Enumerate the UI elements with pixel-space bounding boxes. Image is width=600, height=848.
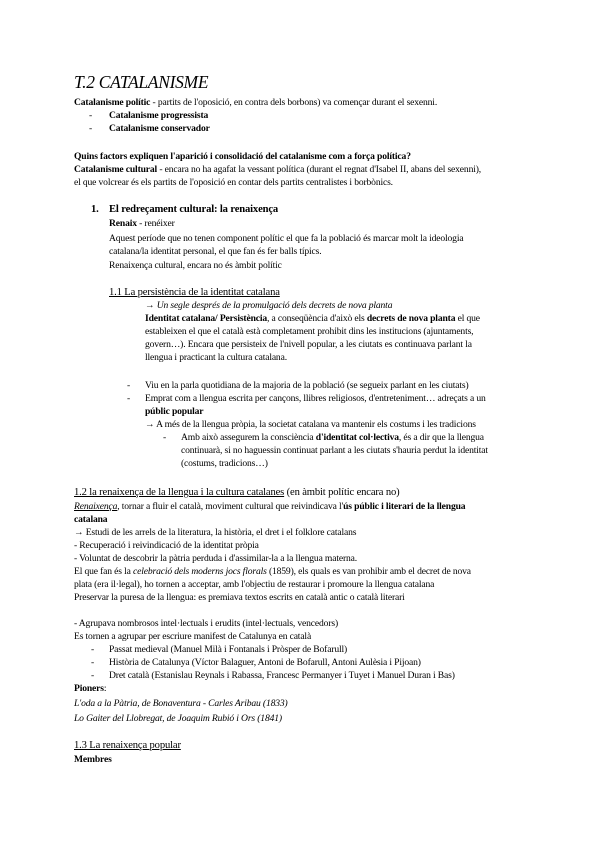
bullet-item: Dret català (Estanislau Reynals i Rabassa, Francesc Permanyer i Tuyet i Manuel Duran i Bas) xyxy=(109,670,455,681)
page-title: T.2 CATALANISME xyxy=(74,72,209,92)
arrow-line: → Un segle després de la promulgació dels decrets de nova planta xyxy=(145,300,393,311)
section-term: Renaix xyxy=(109,218,137,229)
question-heading: Quins factors expliquen l'aparició i consolidació del catalanisme com a força política? xyxy=(74,151,411,162)
inline-text: , a conseqüència d'això els xyxy=(267,313,367,324)
inline-term: decrets de nova planta xyxy=(366,313,456,324)
intro-desc: - partits de l'oposició, en contra dels borbons) va començar durant el sexenni. xyxy=(150,97,438,108)
paragraph-line xyxy=(74,501,465,513)
inline-term: d'identitat col·lectiva xyxy=(315,432,399,443)
paragraph-line: Es tornen a agrupar per escriure manifest de Catalunya en català xyxy=(74,631,312,642)
bullet-dash xyxy=(89,123,97,135)
inline-text: El que fan és la xyxy=(74,566,133,577)
intro-item: Catalanisme conservador xyxy=(109,123,210,134)
intro-term: Catalanisme polític xyxy=(74,97,151,108)
pioneers-colon: : xyxy=(103,683,107,694)
section-term-rest: - renéixer xyxy=(136,218,175,229)
question-text: - encara no ha agafat la vessant política (durant el regnat d'Isabel II, abans del sexenni), xyxy=(157,164,482,175)
work-line: Lo Gaiter del Llobregat, de Joaquim Rubió i Ors (1841) xyxy=(74,713,282,724)
question-line: el que volcrear és els partits de l'oposició en contar dels partits centralistes i borbònics. xyxy=(74,177,393,188)
paragraph-line: govern…). Encara que persisteix de l'nivell popular, a les ciutats es continuava parlant la xyxy=(145,339,472,350)
bullet-dash xyxy=(91,657,99,669)
bullet-dash xyxy=(89,110,97,122)
pioneers-label: Pioners xyxy=(74,683,104,694)
bullet-dash xyxy=(91,644,99,656)
inline-term: Identitat catalana/ Persistència xyxy=(145,313,268,324)
paragraph-line: estableixen el que el català està completament prohibit dins les institucions (ajuntaments, xyxy=(145,326,474,337)
inline-term: ús públic i literari de la llengua xyxy=(343,501,466,512)
bullet-dash xyxy=(127,380,135,392)
subsection-heading-line xyxy=(74,487,400,499)
paragraph-line: - Recuperació i reivindicació de la identitat pròpia xyxy=(74,540,259,551)
inline-text: el que xyxy=(455,313,480,324)
inline-text: , tornar a fluir el català, moviment cultural que reivindicava l' xyxy=(117,501,344,512)
paragraph-line: llengua i practicant la cultura catalana. xyxy=(145,352,287,363)
members-label: Membres xyxy=(74,754,112,765)
work-line: L'oda a la Pàtria, de Bonaventura - Carles Aribau (1833) xyxy=(74,698,288,709)
paragraph-line: catalana/la identitat personal, el que fan és fer balls típics. xyxy=(109,246,322,257)
bullet-item-cont: públic popular xyxy=(145,406,204,417)
sub-bullet-cont: (costums, tradicions…) xyxy=(181,458,268,469)
intro-line xyxy=(74,97,437,109)
paragraph-line: Preservar la puresa de la llengua: es premiava textos escrits en català antic o català literari xyxy=(74,592,405,603)
subsection-note: (en àmbit polític encara no) xyxy=(284,487,400,498)
paragraph-line xyxy=(145,313,480,325)
bullet-item: Viu en la parla quotidiana de la majoria de la població (se segueix parlant en les ciutats) xyxy=(145,380,469,391)
pioneers-line xyxy=(74,683,106,695)
intro-item: Catalanisme progressista xyxy=(109,110,209,121)
question-term: Catalanisme cultural xyxy=(74,164,158,175)
paragraph-line: plata (era il·legal), ho tornen a acceptar, amb l'objectiu de restaurar i promoure la llengua catalana xyxy=(74,579,435,590)
bullet-dash xyxy=(163,432,171,444)
inline-text: (1859), els quals es van prohibir amb el decret de nova xyxy=(266,566,471,577)
inline-text: Amb això assegurem la consciència xyxy=(181,432,316,443)
subsection-heading: 1.2 la renaixença de la llengua i la cultura catalanes xyxy=(74,487,285,498)
paragraph-line: catalana xyxy=(74,514,108,525)
inline-term: Renaixença xyxy=(74,501,118,512)
paragraph-line: - Voluntat de descobrir la pàtria perduda i d'assimilar-la a la llengua materna. xyxy=(74,553,358,564)
bullet-item: Història de Catalunya (Víctor Balaguer, Antoni de Bofarull, Antoni Aulèsia i Pijoan) xyxy=(109,657,421,668)
question-line xyxy=(74,164,481,176)
sub-bullet-cont: continuarà, si no haguessin continuat parlant a les ciutats s'hauria perdut la identitat xyxy=(181,445,488,456)
paragraph-line: Aquest període que no tenen component polític el que fa la població és marcar molt la ideologia xyxy=(109,233,464,244)
subsection-heading: 1.1 La persistència de la identitat catalana xyxy=(109,287,280,298)
sub-bullet-item xyxy=(181,432,484,444)
section-number: 1. xyxy=(91,204,99,215)
bullet-item: Passat medieval (Manuel Milà i Fontanals i Pròsper de Bofarull) xyxy=(109,644,348,655)
section-term-line xyxy=(109,218,175,230)
paragraph-line xyxy=(74,566,471,578)
paragraph-line: → Estudi de les arrels de la literatura, la història, el dret i el folklore catalans xyxy=(74,527,357,538)
section-heading: El redreçament cultural: la renaixença xyxy=(109,204,279,215)
paragraph-line: - Agrupava nombrosos intel·lectuals i erudits (intel·lectuals, vencedors) xyxy=(74,618,338,629)
bullet-dash xyxy=(127,393,135,405)
inline-text: , és a dir que la llengua xyxy=(398,432,484,443)
inline-term: celebració dels moderns jocs florals xyxy=(133,566,267,577)
arrow-line: → A més de la llengua pròpia, la societat catalana va mantenir els costums i les tradicions xyxy=(145,419,476,430)
subsection-heading: 1.3 La renaixença popular xyxy=(74,740,181,751)
paragraph-line: Renaixença cultural, encara no és àmbit polític xyxy=(109,260,282,271)
bullet-dash xyxy=(91,670,99,682)
bullet-item: Emprat com a llengua escrita per cançons, llibres religiosos, d'entreteniment… adreçats a un xyxy=(145,393,486,404)
